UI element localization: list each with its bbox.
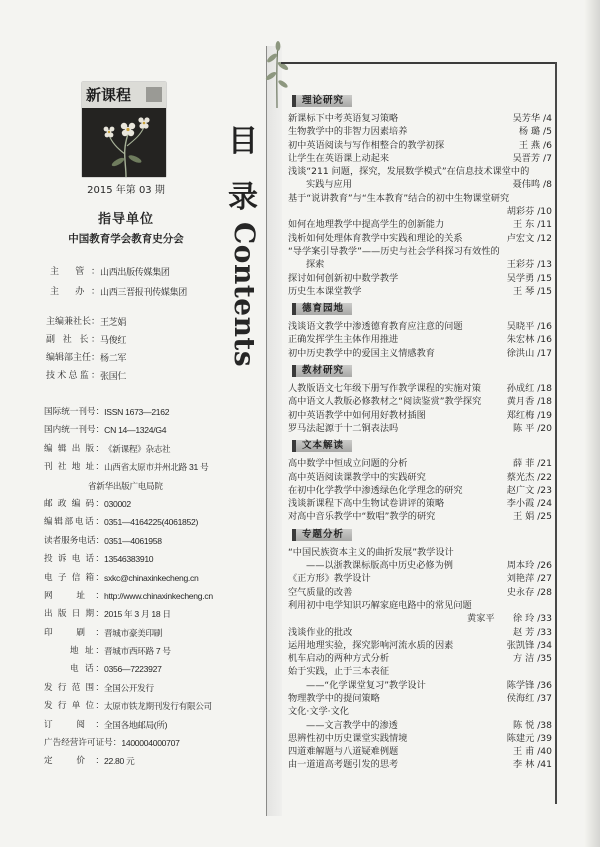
toc-entry-title: 浅谈作业的批改	[288, 626, 353, 638]
section-header: 理论研究	[292, 95, 352, 107]
toc-entry-author-page	[546, 665, 552, 678]
publication-label: 定 价：	[44, 756, 104, 767]
toc-entry-author-page: 朱宏林 /16	[506, 334, 552, 346]
toc-entry-author-page: 黄家平 徐 玲 /33	[467, 613, 552, 625]
toc-section	[288, 435, 552, 457]
publication-label: 广告经营许可证号：	[44, 738, 122, 749]
management-label: 主 管：	[50, 267, 100, 277]
toc-entry-author-page: 李 林 /41	[512, 759, 552, 771]
toc-entry-title: 机车启动的两种方式分析	[288, 653, 390, 665]
management-value: 山西三晋报刊传媒集团	[100, 287, 188, 297]
toc-entry-author-page: 杨 璐 /5	[518, 126, 552, 138]
publication-row	[44, 734, 213, 752]
publication-row	[44, 624, 213, 642]
publication-label: 投 诉 电 话：	[44, 554, 104, 565]
cover-corner-block	[146, 87, 162, 102]
section-header: 文本解读	[292, 440, 352, 452]
toc-entry	[288, 218, 552, 231]
publication-value: CN 14—1324/G4	[104, 425, 167, 436]
toc-entry-title: 初中英语阅读与写作相整合的教学初探	[288, 139, 445, 151]
publication-value: 1400004000707	[121, 738, 180, 749]
toc-entry-author-page: 徐洪山 /17	[506, 347, 552, 359]
publication-value: 《新课程》杂志社	[104, 443, 171, 454]
toc-entry	[288, 139, 552, 152]
toc-entry-title: 探索	[306, 259, 325, 271]
toc-entry-title: 浅谈新课程下高中生物试卷讲评的策略	[288, 498, 445, 510]
publication-value: 0351—4164225(4061852)	[104, 517, 199, 528]
publication-value: 山西省太原市并州北路 31 号	[104, 462, 209, 473]
toc-entry	[288, 422, 552, 435]
publication-row	[44, 513, 213, 531]
toc-entry-title: 思辨性初中历史课堂实践情境	[288, 732, 408, 744]
staff-value: 王芝娟	[100, 317, 127, 327]
toc-entry-title: 人教版语文七年级下册写作教学课程的实施对策	[288, 383, 481, 395]
publication-label: 国内统一刊号：	[44, 425, 105, 436]
toc-entry-author-page	[546, 546, 552, 559]
toc-entry-title: 初中历史教学中的爱国主义情感教育	[288, 347, 435, 359]
toc-entry-author-page: 吴芳华 /4	[512, 113, 552, 124]
toc-entry-title: 实践与应用	[306, 179, 352, 191]
publication-value: 13546383910	[104, 554, 154, 565]
management-label: 主 办：	[50, 287, 100, 297]
toc-entry-author-page: 方 洁 /35	[512, 653, 552, 665]
publication-sub-value: 0356—7223927	[104, 664, 162, 675]
toc-entry-title: 高中语文人教版必修教材之“阅读鉴赏”教学探究	[288, 396, 482, 408]
management-value: 山西出版传媒集团	[100, 267, 170, 277]
toc-entry-title: 基于“说讲教育”与“生本教育”结合的初中生物课堂研究	[288, 192, 510, 204]
toc-entry	[288, 125, 552, 138]
toc-entry-title: 正确发挥学生主体作用推进	[288, 334, 399, 346]
contents-title-english: Contents	[228, 222, 261, 368]
staff-row	[46, 313, 126, 331]
toc-entry-author-page: 陈 悦 /38	[512, 719, 552, 731]
toc-entry-author-page: 陈 平 /20	[512, 422, 552, 434]
toc-entry	[288, 165, 552, 178]
staff-row	[46, 367, 126, 385]
staff-label: 副 社 长：	[46, 335, 100, 345]
toc-entry	[288, 665, 552, 678]
toc-entry-title: 罗马法起源于十二铜表法吗	[288, 422, 399, 434]
right-rule	[555, 62, 557, 804]
toc-entry-title: 文化·文学·文化	[288, 706, 349, 718]
contents-title-mu: 目	[228, 124, 258, 159]
publication-row	[44, 495, 213, 513]
toc-entry	[288, 347, 552, 360]
publication-row	[44, 679, 213, 697]
toc-entry-title: 生物教学中的非智力因素培养	[288, 126, 408, 138]
publication-label: 刊 社 地 址：	[44, 462, 104, 473]
toc-entry-title: ——“化学课堂复习”教学设计	[306, 679, 426, 691]
publication-row	[44, 716, 213, 734]
toc-entry	[288, 285, 552, 298]
table-of-contents	[288, 90, 552, 772]
toc-entry	[288, 272, 552, 285]
toc-entry	[288, 245, 552, 258]
publication-row	[44, 569, 213, 587]
cover-thumbnail	[82, 82, 166, 177]
toc-entry-title: 让学生在英语课上动起来	[288, 152, 390, 164]
cover-image	[82, 82, 166, 177]
toc-entry	[288, 192, 552, 205]
toc-entry-author-page: 王 燕 /6	[518, 139, 552, 151]
toc-entry-author-page: 孙成红 /18	[506, 383, 552, 395]
toc-entry-author-page: 吴晓平 /16	[506, 321, 552, 333]
toc-section	[288, 298, 552, 320]
toc-entry-author-page: 胡彩芬 /10	[506, 206, 552, 218]
publication-row	[44, 587, 213, 605]
toc-entry-author-page: 史永存 /28	[506, 586, 552, 598]
toc-entry-title: 高中英语阅读课教学中的实践研究	[288, 471, 426, 483]
publication-value: 0351—4061958	[104, 535, 162, 546]
toc-entry-author-page: 吴晋芳 /7	[512, 152, 552, 164]
section-header: 专题分析	[292, 529, 352, 541]
toc-entry	[288, 745, 552, 758]
cover-logo: 新课程	[86, 86, 132, 104]
toc-entry-title: 浅析如何处理体育教学中实践和理论的关系	[288, 232, 463, 244]
toc-entry-title: 浅谈“211 问题，探究，发展数学模式”在信息技术课堂中的	[288, 166, 530, 178]
toc-entry-author-page: 张凯锋 /34	[506, 639, 552, 651]
toc-entry-author-page	[546, 705, 552, 718]
staff-label: 主编兼社长：	[46, 317, 101, 327]
guide-unit-heading: 指导单位	[97, 212, 154, 227]
publication-value: sxkc@chinaxinkecheng.cn	[104, 572, 199, 583]
toc-entry	[288, 471, 552, 484]
guide-unit-organization: 中国教育学会教育史分会	[68, 233, 184, 245]
toc-entry	[288, 719, 552, 732]
toc-entry	[288, 497, 552, 510]
publication-sub-label: 地 址：	[70, 646, 104, 657]
publication-sub-value: 晋城市西环路 7 号	[104, 646, 171, 657]
toc-entry-author-page: 薛 菲 /21	[512, 458, 552, 470]
publication-value: ISSN 1673—2162	[104, 407, 170, 417]
toc-section	[288, 524, 552, 546]
section-header: 德育园地	[292, 303, 352, 315]
toc-entry	[288, 258, 552, 271]
section-header: 教材研究	[292, 365, 352, 377]
toc-entry-author-page: 陈建元 /39	[506, 732, 552, 744]
toc-entry	[288, 178, 552, 191]
toc-entry-author-page: 郑红梅 /19	[506, 409, 552, 421]
staff-row	[46, 331, 126, 349]
toc-entry	[288, 652, 552, 665]
toc-entry-title: 空气质量的改善	[288, 586, 353, 598]
toc-entry	[288, 559, 552, 572]
toc-entry-author-page	[546, 599, 552, 612]
toc-entry-author-page: 蔡光杰 /22	[506, 471, 552, 483]
publication-row	[44, 532, 213, 550]
toc-entry-title	[288, 612, 461, 625]
publication-row	[44, 550, 213, 568]
publication-row	[44, 752, 213, 770]
publication-label: 邮 政 编 码：	[44, 498, 104, 509]
toc-entry	[288, 626, 552, 639]
toc-entry	[288, 320, 552, 333]
publication-label: 电 子 信 箱：	[44, 572, 104, 583]
toc-entry	[288, 572, 552, 585]
management-row	[50, 282, 187, 302]
toc-entry	[288, 586, 552, 599]
staff-row	[46, 349, 126, 367]
toc-entry-author-page	[546, 245, 552, 258]
toc-entry-title: 利用初中电学知识巧解家庭电路中的常见问题	[288, 599, 472, 611]
publication-label: 发 行 范 围：	[44, 682, 104, 693]
toc-entry-title: 初中英语教学中如何用好教材插图	[288, 409, 426, 421]
toc-entry-title: 在初中化学教学中渗透绿色化学理念的研究	[288, 484, 463, 496]
toc-entry-title: “中国民族资本主义的曲折发展”教学设计	[288, 546, 454, 558]
toc-entry-title: ——文言教学中的渗透	[306, 719, 398, 731]
publication-label: 国际统一刊号：	[44, 407, 105, 417]
toc-entry-title: 如何在地理教学中提高学生的创新能力	[288, 219, 445, 231]
publication-label: 出 版 日 期：	[44, 609, 104, 620]
toc-entry-title: 物理教学中的提问策略	[288, 692, 380, 704]
publication-subrow	[44, 660, 213, 678]
toc-entry-title: 由一道道高考题引发的思考	[288, 759, 399, 771]
toc-entry-title: 四道难解题与八道疑难例题	[288, 746, 399, 758]
issue-number: 2015 年第 03 期	[87, 185, 165, 196]
decorative-side-strip	[266, 46, 282, 816]
toc-entry-title: 始于实践，止于三本表征	[288, 666, 390, 678]
toc-entry-title: “导学案引导教学”——历史与社会学科探习有效性的	[288, 245, 500, 257]
management-info	[50, 262, 187, 302]
publication-value: 省新华出版广电局院	[88, 480, 163, 491]
toc-entry-author-page: 吴学勇 /15	[506, 272, 552, 284]
contents-title-lu: 录	[228, 180, 258, 215]
toc-entry	[288, 333, 552, 346]
toc-entry-author-page	[546, 192, 552, 205]
publication-value: 030002	[104, 498, 131, 509]
toc-entry-title: 运用地理实验，探究影响河流水质的因素	[288, 639, 454, 651]
staff-value: 杨二军	[100, 353, 127, 363]
toc-entry-author-page: 聂伟鸣 /8	[512, 179, 552, 191]
toc-entry-title: 历史生本课堂教学	[288, 285, 362, 297]
toc-entry-author-page: 李小霞 /24	[506, 498, 552, 510]
toc-entry	[288, 484, 552, 497]
publication-label: 网 址：	[44, 590, 104, 601]
staff-label: 编辑部主任：	[46, 353, 101, 363]
publication-row	[44, 440, 213, 458]
publication-value: http://www.chinaxinkecheng.cn	[104, 590, 213, 601]
toc-entry	[288, 612, 552, 625]
toc-entry-author-page: 黄月香 /18	[506, 396, 552, 408]
toc-entry-author-page: 王 娟 /25	[512, 511, 552, 523]
toc-entry-author-page: 王 东 /11	[512, 219, 552, 231]
toc-entry-author-page: 陈学锋 /36	[506, 679, 552, 691]
toc-entry	[288, 409, 552, 422]
toc-entry-title: 高中数学中恒成立问题的分析	[288, 458, 408, 470]
publication-label: 印 刷：	[44, 627, 104, 638]
toc-entry-title: 浅谈语文教学中渗透德育教育应注意的问题	[288, 321, 463, 333]
publication-value: 全国各地邮局(所)	[104, 719, 168, 730]
masthead-column	[40, 0, 222, 847]
publication-label: 编辑部电话：	[44, 517, 104, 528]
toc-entry	[288, 205, 552, 218]
toc-entry-author-page: 侯海红 /37	[506, 692, 552, 704]
publication-label: 订 阅：	[44, 719, 104, 730]
toc-entry	[288, 758, 552, 771]
toc-entry	[288, 732, 552, 745]
toc-entry-title: 新课标下中考英语复习策略	[288, 113, 399, 124]
publication-row	[44, 403, 213, 421]
publication-label: 发 行 单 位：	[44, 701, 104, 712]
toc-entry-author-page: 周本玲 /26	[506, 560, 552, 572]
toc-entry-author-page: 赵 芳 /33	[512, 626, 552, 638]
toc-entry-author-page: 赵广文 /23	[506, 484, 552, 496]
publication-sub-label: 电 话：	[70, 664, 104, 675]
toc-entry	[288, 232, 552, 245]
toc-entry-author-page: 刘艳萍 /27	[506, 573, 552, 585]
toc-entry-title: 《正方形》教学设计	[288, 573, 371, 585]
toc-entry-author-page	[546, 165, 552, 178]
toc-entry-title	[288, 205, 501, 218]
publication-value: 2015 年 3 月 18 日	[104, 609, 171, 620]
publication-value: 太原市铁龙期刊发行有限公司	[104, 701, 212, 712]
toc-section	[288, 360, 552, 382]
publication-row	[44, 605, 213, 623]
toc-entry	[288, 510, 552, 523]
toc-entry	[288, 395, 552, 408]
toc-entry	[288, 692, 552, 705]
staff-value: 张国仁	[100, 371, 127, 381]
toc-entry-author-page: 王 甫 /40	[512, 746, 552, 758]
toc-entry	[288, 639, 552, 652]
toc-entry	[288, 705, 552, 718]
publication-row	[44, 458, 213, 476]
toc-entry	[288, 679, 552, 692]
scan-edge-shadow	[584, 0, 600, 847]
publication-value: 全国公开发行	[104, 682, 154, 693]
publication-value: 22.80 元	[104, 756, 135, 767]
staff-value: 马俊红	[100, 335, 127, 345]
publication-label: 读者服务电话：	[44, 535, 105, 546]
toc-entry-author-page: 王 琴 /15	[512, 285, 552, 297]
publication-label: 编 辑 出 版：	[44, 443, 104, 454]
toc-entry	[288, 457, 552, 470]
top-rule	[281, 62, 557, 64]
toc-entry-author-page: 卢宏文 /12	[506, 232, 552, 244]
toc-entry	[288, 546, 552, 559]
toc-entry	[288, 382, 552, 395]
toc-entry-title: ——以浙教课标版高中历史必修为例	[306, 560, 453, 572]
publication-row	[44, 421, 213, 439]
management-row	[50, 262, 187, 282]
toc-entry-title: 探讨如何创新初中数学教学	[288, 272, 399, 284]
toc-entry-author-page: 王彩芬 /13	[506, 259, 552, 271]
toc-entry	[288, 112, 552, 125]
toc-section	[288, 90, 552, 112]
publication-row-continuation	[44, 477, 213, 495]
staff-info	[46, 313, 126, 385]
staff-label: 技术总监：	[46, 371, 100, 381]
publication-info	[44, 403, 213, 771]
toc-entry	[288, 599, 552, 612]
publication-subrow	[44, 642, 213, 660]
publication-value: 晋城市豪美印刷	[104, 627, 163, 638]
toc-entry-title: 对高中音乐教学中“数唱”教学的研究	[288, 511, 436, 523]
publication-row	[44, 697, 213, 715]
toc-entry	[288, 152, 552, 165]
